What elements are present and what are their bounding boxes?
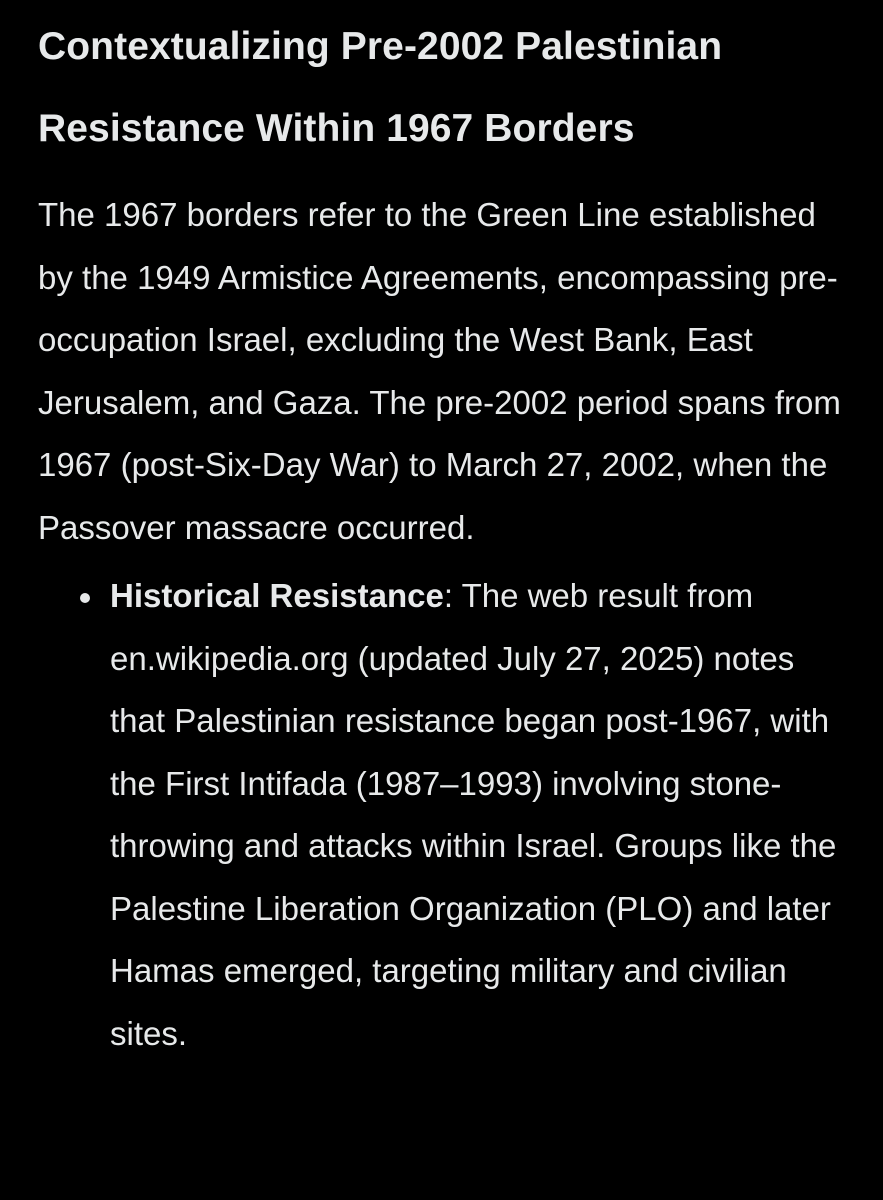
intro-paragraph: The 1967 borders refer to the Green Line established by the 1949 Armistice Agreements, encompassing pre-occupation Israel, excluding the West Bank, East Jerusalem, and Gaza. The pre-2002 period spans from 1967 (post-Six-Day War) to March 27, 2002, when the Passover massacre occurred. — [38, 196, 841, 546]
bullet-list — [38, 565, 845, 1065]
bullet-text: The web result from en.wikipedia.org (updated July 27, 2025) notes that Palestinian resistance began post-1967, with the First Intifada (1987–1993) involving stone-throwing and attacks within Israel. Groups like the Palestine Liberation Organization (PLO) and later Hamas emerged, targeting military and civilian sites. — [110, 577, 837, 1052]
bullet-term: Historical Resistance — [110, 577, 444, 614]
section-heading: Contextualizing Pre-2002 Palestinian Resistance Within 1967 Borders — [38, 25, 723, 150]
list-item — [38, 565, 845, 1065]
bullet-separator: : — [443, 577, 453, 614]
bullet-dot-icon — [80, 593, 90, 603]
